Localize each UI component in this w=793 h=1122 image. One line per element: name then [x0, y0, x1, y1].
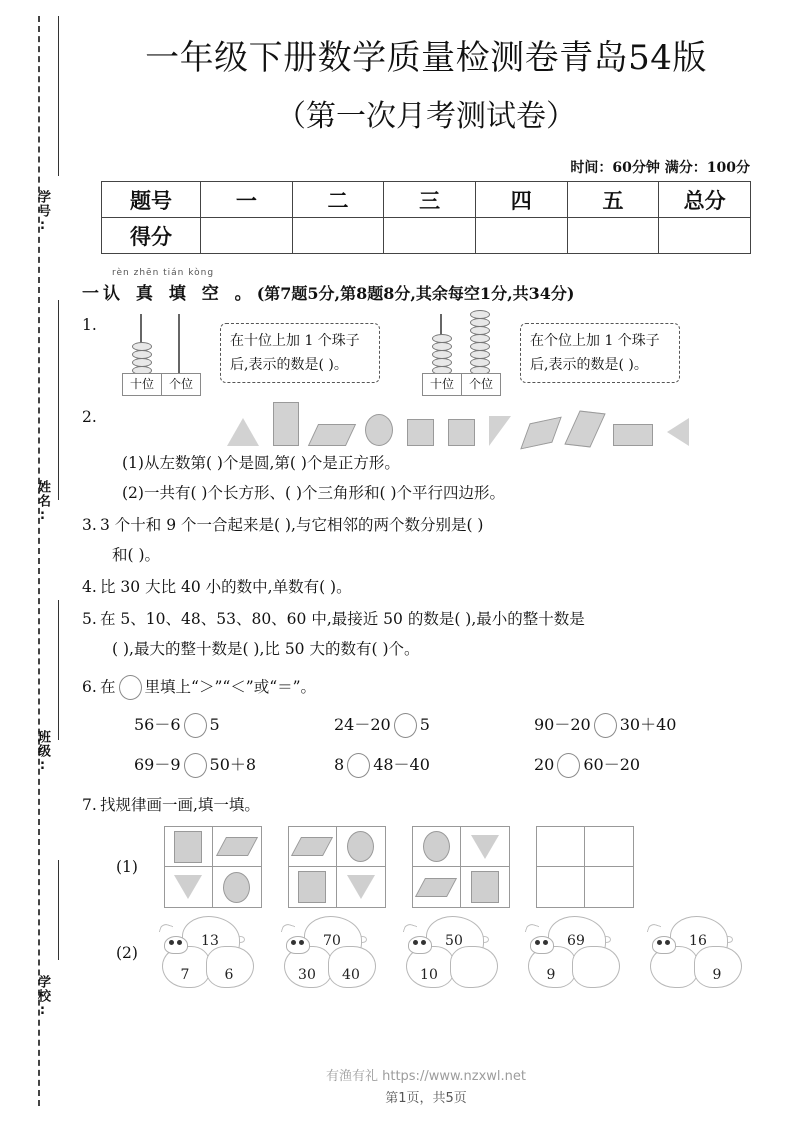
exam-meta: 时间：60分钟 满分：100分: [570, 160, 750, 176]
flower-3-left: 10: [420, 967, 438, 983]
question-3-line-1: 3 个十和 9 个一合起来是( ),与它相邻的两个数分别是( ): [100, 516, 484, 534]
flower-1-top: 13: [201, 933, 219, 949]
score-col-2: 三: [384, 182, 476, 218]
pattern-grid-3: [412, 826, 510, 908]
pattern-grid-row: [116, 826, 776, 908]
pattern-grid-1: [164, 826, 262, 908]
question-6-prompt-b: 里填上“＞”“＜”或“＝”。: [144, 678, 317, 696]
flower-3-top: 50: [445, 933, 463, 949]
margin-label-name: 姓名:: [35, 480, 50, 524]
ladybug-icon: [286, 936, 310, 954]
flower-5: [644, 916, 748, 990]
shape-square-2-icon: [448, 419, 475, 446]
footer-url: 有渔有礼 https://www.nzxwl.net: [325, 1069, 527, 1084]
comparison-item-r1c3: [534, 710, 734, 740]
ladybug-icon: [652, 936, 676, 954]
section-points: (第7题5分,第8题8分,其余每空1分,共34分): [256, 284, 575, 303]
shape-parallelogram-3-icon: [564, 411, 605, 448]
antenna-icon: [403, 922, 418, 935]
grid-1-cell-0: [165, 827, 213, 867]
page-footer: [76, 1065, 776, 1106]
question-5-line-2: ( ),最大的整十数是( ),比 50 大的数有( )个。: [112, 640, 420, 658]
margin-label-student-id: 学号:: [35, 190, 50, 234]
circle-icon: [423, 831, 450, 862]
comparison-right-r1c1: 5: [209, 715, 220, 734]
question-7-part2-label: (2): [116, 944, 138, 962]
question-4-number: 4.: [82, 578, 97, 596]
grid-2-cell-2: [289, 867, 337, 907]
comparison-left-r1c2: 24－20: [334, 715, 391, 734]
abacus-right-ones-beads: [470, 311, 490, 375]
parallelogram-icon: [216, 837, 258, 856]
abacus-unit-right: [416, 310, 680, 396]
score-cell-2[interactable]: [384, 218, 476, 254]
flower-5-top: 16: [689, 933, 707, 949]
score-col-3: 四: [475, 182, 567, 218]
question-3-line-2: 和( )。: [112, 546, 161, 564]
grid-4-cell-1[interactable]: [585, 827, 633, 867]
comparison-item-r2c2: [334, 750, 534, 780]
flower-4-left: 9: [546, 967, 556, 983]
grid-3-cell-1: [461, 827, 509, 867]
ladybug-icon: [408, 936, 432, 954]
operator-circle-r2c1[interactable]: [184, 753, 207, 778]
score-col-5: 总分: [659, 182, 751, 218]
comparison-right-r1c3: 30＋40: [619, 715, 677, 734]
flower-2-right: 40: [342, 967, 360, 983]
margin-dashed-line: [38, 16, 40, 1106]
section-pinyin: rèn zhēn tián kòng: [112, 268, 215, 278]
abacus-right: [416, 310, 508, 396]
table-row-score: [102, 218, 751, 254]
grid-4-cell-0[interactable]: [537, 827, 585, 867]
question-2: [82, 402, 776, 508]
margin-rule-2: [58, 300, 59, 500]
flower-2-left: 30: [298, 967, 316, 983]
comparison-item-r1c2: [334, 710, 534, 740]
operator-circle-r1c1[interactable]: [184, 713, 207, 738]
question-7: [82, 790, 776, 990]
antenna-icon: [281, 922, 296, 935]
ladybug-icon: [530, 936, 554, 954]
grid-1-cell-1: [213, 827, 261, 867]
square-icon: [174, 831, 202, 863]
triangle-down-icon: [174, 875, 202, 899]
flower-1-right: 6: [224, 967, 234, 983]
score-row-label-1: 得分: [102, 218, 201, 254]
flower-2: [278, 916, 382, 990]
question-2-number: 2.: [82, 408, 97, 426]
shape-triangle-left-icon: [667, 418, 689, 446]
margin-label-school: 学校:: [35, 975, 50, 1019]
question-7-title: 找规律画一画,填一填。: [100, 796, 260, 814]
shape-parallelogram-icon: [308, 424, 356, 446]
shape-rect-horizontal-icon: [613, 424, 653, 446]
triangle-down-icon: [347, 875, 375, 899]
flower-4: [522, 916, 626, 990]
question-1-number: 1.: [82, 316, 97, 334]
square-icon: [298, 871, 326, 903]
score-cell-1[interactable]: [292, 218, 384, 254]
margin-rule-3: [58, 600, 59, 740]
grid-3-cell-2: [413, 867, 461, 907]
question-5-number: 5.: [82, 610, 97, 628]
section-title: 认 真 填 空 。: [103, 284, 257, 304]
question-2-line-1: (1)从左数第( )个是圆,第( )个是正方形。: [122, 454, 400, 472]
margin-rule-4: [58, 860, 59, 960]
square-icon: [471, 871, 499, 903]
margin-rule-1: [58, 16, 59, 176]
flower-2-top: 70: [323, 933, 341, 949]
page-title: 一年级下册数学质量检测卷青岛54版: [145, 38, 707, 78]
circle-icon: [223, 872, 250, 903]
comparison-right-r1c2: 5: [419, 715, 430, 734]
antenna-icon: [647, 922, 662, 935]
abacus-right-base: [422, 373, 501, 396]
score-table: [101, 181, 751, 254]
pattern-grid-4-empty[interactable]: [536, 826, 634, 908]
abacus-left-tens-beads: [132, 343, 152, 375]
question-7-part1-label: (1): [116, 858, 138, 876]
score-cell-5[interactable]: [659, 218, 751, 254]
shape-square-icon: [407, 419, 434, 446]
abacus-right-bubble: 在个位上加 1 个珠子后,表示的数是( )。: [520, 323, 680, 383]
comparison-right-r2c2: 48－40: [373, 755, 430, 774]
question-1: [82, 310, 776, 396]
score-col-1: 二: [292, 182, 384, 218]
grid-1-cell-2: [165, 867, 213, 907]
grid-1-cell-3: [213, 867, 261, 907]
footer-page-number: 第1页，共5页: [385, 1091, 467, 1106]
grid-2-cell-1: [337, 827, 385, 867]
shape-gallery: [140, 402, 776, 446]
grid-2-cell-3: [337, 867, 385, 907]
flower-1-left: 7: [180, 967, 190, 983]
question-7-number: 7.: [82, 796, 97, 814]
comparison-left-r2c3: 20: [534, 755, 555, 774]
comparison-left-r2c1: 69－9: [134, 755, 181, 774]
parallelogram-icon: [415, 878, 457, 897]
score-cell-0[interactable]: [201, 218, 293, 254]
exam-page: [76, 0, 776, 1122]
question-5-line-1: 在 5、10、48、53、80、60 中,最接近 50 的数是( ),最小的整十数是: [100, 610, 585, 628]
flower-row: [116, 916, 776, 990]
question-6-prompt: [100, 672, 776, 702]
abacus-right-tens-label: 十位: [422, 373, 462, 396]
pattern-grid-2: [288, 826, 386, 908]
comparison-row-1: [134, 710, 776, 740]
abacus-left-ones-label: 个位: [162, 373, 201, 396]
question-6: [82, 672, 776, 780]
abacus-left: [116, 310, 208, 396]
abacus-pair: [116, 310, 776, 396]
comparison-right-r2c1: 50＋8: [209, 755, 257, 774]
grid-2-cell-0: [289, 827, 337, 867]
shape-rect-vertical-icon: [273, 402, 299, 446]
question-6-prompt-a: 在: [100, 678, 116, 696]
comparison-row-2: [134, 750, 776, 780]
table-row-header: [102, 182, 751, 218]
question-3-number: 3.: [82, 516, 97, 534]
parallelogram-icon: [291, 837, 333, 856]
circle-icon: [347, 831, 374, 862]
ladybug-icon: [164, 936, 188, 954]
shape-triangle-icon: [227, 418, 259, 446]
shape-parallelogram-2-icon: [520, 417, 561, 450]
flower-1: [156, 916, 260, 990]
comparison-item-r2c3: [534, 750, 734, 780]
comparison-item-r1c1: [134, 710, 334, 740]
antenna-icon: [159, 922, 174, 935]
score-col-4: 五: [567, 182, 659, 218]
score-cell-4[interactable]: [567, 218, 659, 254]
score-row-label-0: 题号: [102, 182, 201, 218]
abacus-left-base: [122, 373, 201, 396]
question-4-line-1: 比 30 大比 40 小的数中,单数有( )。: [100, 578, 352, 596]
page-subtitle: （第一次月考测试卷）: [276, 99, 576, 134]
abacus-left-bubble: 在十位上加 1 个珠子后,表示的数是( )。: [220, 323, 380, 383]
section-number: 一: [82, 284, 99, 304]
question-2-line-2: (2)一共有( )个长方形、( )个三角形和( )个平行四边形。: [122, 484, 506, 502]
comparison-right-r2c3: 60－20: [583, 755, 641, 774]
comparison-item-r2c1: [134, 750, 334, 780]
triangle-down-icon: [471, 835, 499, 859]
operator-circle-prompt: [119, 675, 142, 700]
grid-3-cell-0: [413, 827, 461, 867]
grid-4-cell-3[interactable]: [585, 867, 633, 907]
question-5: [82, 604, 776, 664]
operator-circle-r1c2[interactable]: [394, 713, 417, 738]
abacus-left-tens-label: 十位: [122, 373, 162, 396]
comparison-left-r1c3: 90－20: [534, 715, 591, 734]
comparison-left-r1c1: 56－6: [134, 715, 181, 734]
operator-circle-r1c3[interactable]: [594, 713, 617, 738]
abacus-unit-left: [116, 310, 380, 396]
section-one-header: [82, 268, 776, 304]
flower-3: [400, 916, 504, 990]
operator-circle-r2c2[interactable]: [347, 753, 370, 778]
comparison-left-r2c2: 8: [334, 755, 345, 774]
flower-5-right: 9: [712, 967, 722, 983]
score-col-0: 一: [201, 182, 293, 218]
score-cell-3[interactable]: [475, 218, 567, 254]
question-6-number: 6.: [82, 678, 97, 696]
margin-label-class: 班级:: [35, 730, 50, 774]
shape-circle-icon: [365, 414, 393, 446]
grid-4-cell-2[interactable]: [537, 867, 585, 907]
antenna-icon: [525, 922, 540, 935]
question-3: [82, 510, 776, 570]
abacus-right-tens-beads: [432, 335, 452, 375]
operator-circle-r2c3[interactable]: [557, 753, 580, 778]
grid-3-cell-3: [461, 867, 509, 907]
flower-4-top: 69: [567, 933, 585, 949]
question-4: [82, 572, 776, 602]
shape-right-triangle-icon: [489, 416, 511, 446]
abacus-right-ones-label: 个位: [462, 373, 501, 396]
